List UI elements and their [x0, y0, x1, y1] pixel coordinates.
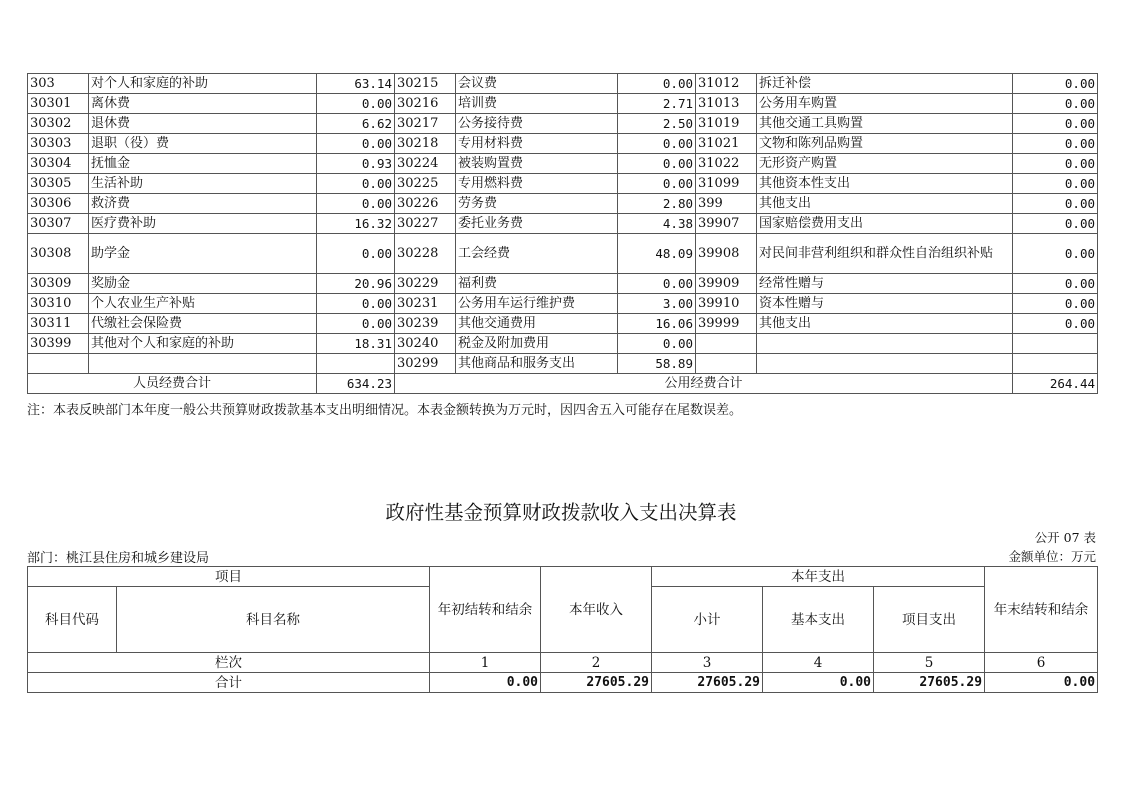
- code-cell: 30239: [395, 314, 456, 334]
- name-cell: 救济费: [89, 194, 317, 214]
- table-row: [28, 334, 1098, 354]
- total-label: 合计: [28, 673, 430, 693]
- name-cell: 其他交通费用: [456, 314, 618, 334]
- amount-cell: 63.14: [317, 74, 395, 94]
- name-cell: 生活补助: [89, 174, 317, 194]
- code-cell: 30227: [395, 214, 456, 234]
- personnel-total-label: 人员经费合计: [28, 374, 317, 394]
- amount-cell: 0.00: [618, 174, 696, 194]
- amount-cell: 0.00: [1013, 194, 1098, 214]
- header-code: 科目代码: [28, 587, 117, 653]
- code-cell: 31021: [696, 134, 757, 154]
- col-num: 4: [763, 653, 874, 673]
- form-number: 公开 07 表: [1034, 530, 1096, 545]
- code-cell: 30224: [395, 154, 456, 174]
- name-cell: 奖励金: [89, 274, 317, 294]
- amount-cell: 0.00: [1013, 174, 1098, 194]
- expense-total-row: [28, 374, 1098, 394]
- name-cell: 助学金: [89, 234, 317, 274]
- name-cell: 无形资产购置: [757, 154, 1013, 174]
- total-value: 0.00: [763, 673, 874, 693]
- code-cell: 31012: [696, 74, 757, 94]
- amount-cell: 0.00: [1013, 134, 1098, 154]
- name-cell: 代缴社会保险费: [89, 314, 317, 334]
- name-cell: 退职（役）费: [89, 134, 317, 154]
- header-project: 项目: [28, 567, 430, 587]
- name-cell: 其他对个人和家庭的补助: [89, 334, 317, 354]
- personnel-total-value: 634.23: [317, 374, 395, 394]
- table-row: [28, 74, 1098, 94]
- amount-cell: 16.32: [317, 214, 395, 234]
- code-cell: 30231: [395, 294, 456, 314]
- table-row: [28, 274, 1098, 294]
- amount-cell: 0.00: [317, 134, 395, 154]
- name-cell: 抚恤金: [89, 154, 317, 174]
- amount-cell: 0.00: [1013, 294, 1098, 314]
- code-cell: 303: [28, 74, 89, 94]
- col-num: 5: [874, 653, 985, 673]
- name-cell: [89, 354, 317, 374]
- table-row: [28, 94, 1098, 114]
- name-cell: 公务接待费: [456, 114, 618, 134]
- code-cell: 31013: [696, 94, 757, 114]
- code-cell: 30228: [395, 234, 456, 274]
- amount-cell: [1013, 354, 1098, 374]
- name-cell: 其他支出: [757, 314, 1013, 334]
- code-cell: 30218: [395, 134, 456, 154]
- header-project-expense: 项目支出: [874, 587, 985, 653]
- table-row: [28, 174, 1098, 194]
- name-cell: 培训费: [456, 94, 618, 114]
- header-opening: 年初结转和结余: [430, 567, 541, 653]
- amount-cell: 2.80: [618, 194, 696, 214]
- name-cell: 其他资本性支出: [757, 174, 1013, 194]
- amount-cell: 0.00: [618, 134, 696, 154]
- col-num: 6: [985, 653, 1098, 673]
- amount-cell: 0.00: [618, 74, 696, 94]
- amount-cell: 0.00: [618, 274, 696, 294]
- table-row: [28, 214, 1098, 234]
- name-cell: 个人农业生产补贴: [89, 294, 317, 314]
- name-cell: 公务用车运行维护费: [456, 294, 618, 314]
- table-row: [28, 194, 1098, 214]
- header-name: 科目名称: [117, 587, 430, 653]
- name-cell: 工会经费: [456, 234, 618, 274]
- name-cell: 专用燃料费: [456, 174, 618, 194]
- amount-cell: 0.00: [1013, 114, 1098, 134]
- total-value: 27605.29: [541, 673, 652, 693]
- amount-cell: 0.00: [317, 194, 395, 214]
- amount-cell: 2.71: [618, 94, 696, 114]
- amount-cell: 48.09: [618, 234, 696, 274]
- code-cell: 30225: [395, 174, 456, 194]
- code-cell: 31019: [696, 114, 757, 134]
- total-value: 0.00: [985, 673, 1098, 693]
- amount-cell: [317, 354, 395, 374]
- table-row: [28, 294, 1098, 314]
- code-cell: 31099: [696, 174, 757, 194]
- public-total-label: 公用经费合计: [395, 374, 1013, 394]
- col-num: 1: [430, 653, 541, 673]
- name-cell: 税金及附加费用: [456, 334, 618, 354]
- amount-cell: 0.00: [1013, 214, 1098, 234]
- name-cell: 医疗费补助: [89, 214, 317, 234]
- amount-cell: 0.93: [317, 154, 395, 174]
- code-cell: 31022: [696, 154, 757, 174]
- amount-cell: 0.00: [317, 94, 395, 114]
- table-row: [28, 314, 1098, 334]
- name-cell: 劳务费: [456, 194, 618, 214]
- amount-cell: 0.00: [1013, 94, 1098, 114]
- code-cell: 30307: [28, 214, 89, 234]
- name-cell: 被装购置费: [456, 154, 618, 174]
- code-cell: 39908: [696, 234, 757, 274]
- code-cell: 399: [696, 194, 757, 214]
- amount-cell: 0.00: [317, 174, 395, 194]
- header-subtotal: 小计: [652, 587, 763, 653]
- amount-cell: 0.00: [618, 334, 696, 354]
- table-row: [28, 234, 1098, 274]
- code-cell: 30309: [28, 274, 89, 294]
- name-cell: 委托业务费: [456, 214, 618, 234]
- total-row: [28, 673, 1098, 693]
- header-basic: 基本支出: [763, 587, 874, 653]
- fund-budget-table: [27, 566, 1098, 693]
- name-cell: 退休费: [89, 114, 317, 134]
- amount-cell: 6.62: [317, 114, 395, 134]
- name-cell: 其他商品和服务支出: [456, 354, 618, 374]
- amount-cell: 0.00: [618, 154, 696, 174]
- header-expense: 本年支出: [652, 567, 985, 587]
- amount-cell: 0.00: [317, 314, 395, 334]
- name-cell: 文物和陈列品购置: [757, 134, 1013, 154]
- amount-cell: 0.00: [1013, 154, 1098, 174]
- code-cell: 30306: [28, 194, 89, 214]
- name-cell: 对个人和家庭的补助: [89, 74, 317, 94]
- public-total-value: 264.44: [1013, 374, 1098, 394]
- unit-label: 金额单位：万元: [1008, 549, 1096, 564]
- amount-cell: 0.00: [1013, 274, 1098, 294]
- code-cell: 30305: [28, 174, 89, 194]
- amount-cell: 0.00: [317, 294, 395, 314]
- expense-detail-body: [28, 74, 1098, 374]
- code-cell: 30308: [28, 234, 89, 274]
- name-cell: 离休费: [89, 94, 317, 114]
- name-cell: [757, 334, 1013, 354]
- header-row-1: [28, 567, 1098, 587]
- name-cell: 其他支出: [757, 194, 1013, 214]
- col-num: 3: [652, 653, 763, 673]
- table-row: [28, 134, 1098, 154]
- code-cell: 30229: [395, 274, 456, 294]
- code-cell: 30226: [395, 194, 456, 214]
- table-note: 注：本表反映部门本年度一般公共预算财政拨款基本支出明细情况。本表金额转换为万元时，因四舍五入可能存在尾数误差。: [27, 403, 743, 418]
- amount-cell: 3.00: [618, 294, 696, 314]
- table-row: [28, 114, 1098, 134]
- name-cell: 福利费: [456, 274, 618, 294]
- total-value: 0.00: [430, 673, 541, 693]
- header-income: 本年收入: [541, 567, 652, 653]
- code-cell: 30310: [28, 294, 89, 314]
- amount-cell: 0.00: [1013, 74, 1098, 94]
- page-title: 政府性基金预算财政拨款收入支出决算表: [385, 501, 737, 524]
- code-cell: [696, 334, 757, 354]
- amount-cell: 18.31: [317, 334, 395, 354]
- table-row: [28, 354, 1098, 374]
- amount-cell: [1013, 334, 1098, 354]
- amount-cell: 16.06: [618, 314, 696, 334]
- code-cell: 30299: [395, 354, 456, 374]
- amount-cell: 0.00: [1013, 234, 1098, 274]
- name-cell: 对民间非营利组织和群众性自治组织补贴: [757, 234, 1013, 274]
- column-label: 栏次: [28, 653, 430, 673]
- amount-cell: 2.50: [618, 114, 696, 134]
- code-cell: 30302: [28, 114, 89, 134]
- department-label: 部门：桃江县住房和城乡建设局: [27, 551, 210, 566]
- name-cell: 专用材料费: [456, 134, 618, 154]
- code-cell: 30215: [395, 74, 456, 94]
- amount-cell: 58.89: [618, 354, 696, 374]
- name-cell: [757, 354, 1013, 374]
- table-row: [28, 154, 1098, 174]
- name-cell: 资本性赠与: [757, 294, 1013, 314]
- code-cell: 39907: [696, 214, 757, 234]
- code-cell: 30399: [28, 334, 89, 354]
- amount-cell: 20.96: [317, 274, 395, 294]
- amount-cell: 0.00: [1013, 314, 1098, 334]
- code-cell: 39910: [696, 294, 757, 314]
- name-cell: 拆迁补偿: [757, 74, 1013, 94]
- name-cell: 公务用车购置: [757, 94, 1013, 114]
- col-num: 2: [541, 653, 652, 673]
- code-cell: 30303: [28, 134, 89, 154]
- amount-cell: 0.00: [317, 234, 395, 274]
- name-cell: 国家赔偿费用支出: [757, 214, 1013, 234]
- amount-cell: 4.38: [618, 214, 696, 234]
- name-cell: 其他交通工具购置: [757, 114, 1013, 134]
- code-cell: 39999: [696, 314, 757, 334]
- code-cell: [696, 354, 757, 374]
- total-value: 27605.29: [874, 673, 985, 693]
- code-cell: 30301: [28, 94, 89, 114]
- code-cell: [28, 354, 89, 374]
- code-cell: 30311: [28, 314, 89, 334]
- header-closing: 年末结转和结余: [985, 567, 1098, 653]
- name-cell: 经常性赠与: [757, 274, 1013, 294]
- code-cell: 30216: [395, 94, 456, 114]
- code-cell: 30240: [395, 334, 456, 354]
- column-number-row: [28, 653, 1098, 673]
- expense-detail-table: [27, 73, 1098, 394]
- code-cell: 39909: [696, 274, 757, 294]
- code-cell: 30217: [395, 114, 456, 134]
- name-cell: 会议费: [456, 74, 618, 94]
- total-value: 27605.29: [652, 673, 763, 693]
- code-cell: 30304: [28, 154, 89, 174]
